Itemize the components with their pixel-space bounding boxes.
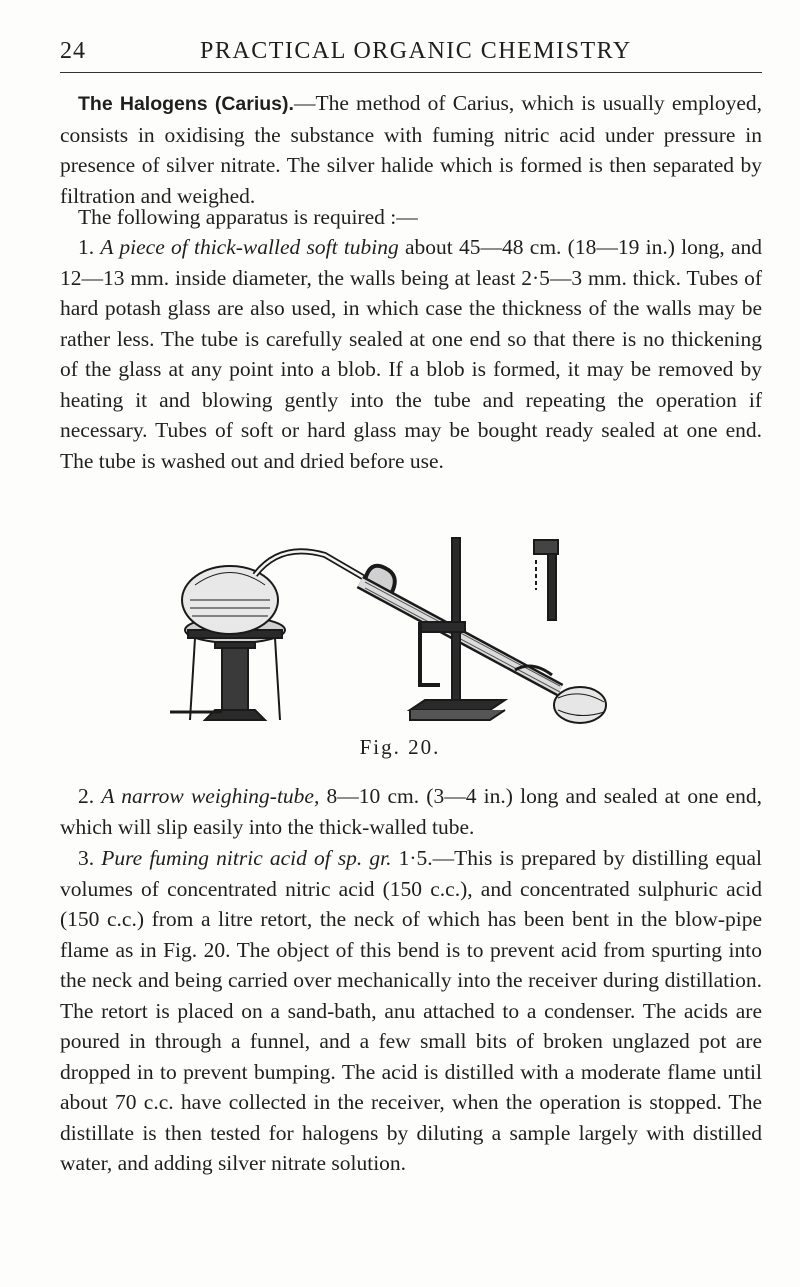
page-header [60,38,762,72]
item-title: A narrow weighing-tube, [101,784,320,808]
item-number: 2. [78,784,102,808]
paragraph-apparatus-intro [60,202,762,233]
receiver-flask [554,687,606,723]
list-item-3 [60,843,762,1179]
clamp-stand-base [410,700,505,710]
item-number: 1. [78,235,101,259]
distillation-apparatus-illustration [160,530,640,730]
page-number: 24 [60,38,86,64]
paragraph-halogens [60,88,762,211]
figure-caption: Fig. 20. [359,735,441,759]
item-text: about 45—48 cm. (18—19 in.) long, and 12—13 mm. inside diameter, the walls being at least 2·5—3 mm. thick. Tubes of hard potash glass are also used, in which case the thickness of the walls may be rather less. The tube is carefully sealed at one end so that there is no thickening of the glass at any point into a blob. If a blob is formed, it may be removed by heating it and blowing gently into the tube and repeating the operation if necessary. Tubes of soft or hard glass may be bought ready sealed at one end. The tube is washed out and dried before use. [60,235,763,473]
item-title: A piece of thick-walled soft tubing [100,235,399,259]
paragraph-text: The following apparatus is required :— [78,205,418,229]
header-rule [60,72,762,73]
section-lead: The Halogens (Carius). [78,93,294,115]
item-number: 3. [78,846,102,870]
list-item-2 [60,781,762,842]
retort-figure-svg [160,530,640,730]
list-item-1 [60,232,762,476]
paragraph-text: —The method of Carius, which is usually employed, consists in oxidising the substance with fuming nitric acid under pressure in presence of silver nitrate. The silver halide which is formed is then separated by filtration and weighed. [60,91,762,208]
item-text: 1·5.—This is prepared by distilling equal volumes of concentrated nitric acid (150 c.c.), and concentrated sulphuric acid (150 c.c.) from a litre retort, the neck of which has been bent in the blow-pipe flame as in Fig. 20. The object of this bend is to prevent acid from spurting into the neck and being carried over mechanically into the receiver during distillation. The retort is placed on a sand-bath, anu attached to a condenser. The acids are poured in through a funnel, and a few small bits of broken unglazed pot are dropped in to prevent bumping. The acid is distilled with a moderate flame until about 70 c.c. have collected in the receiver, when the operation is stopped. The distillate is then tested for halogens by diluting a sample largely with distilled water, and adding silver nitrate solution. [60,846,762,1175]
running-head: PRACTICAL ORGANIC CHEMISTRY [200,38,632,64]
item-text: 8—10 cm. (3—4 in.) long and sealed at one end, which will slip easily into the thick-walled tube. [60,784,762,839]
item-title: Pure fuming nitric acid of sp. gr. [101,846,392,870]
burner [222,648,248,714]
